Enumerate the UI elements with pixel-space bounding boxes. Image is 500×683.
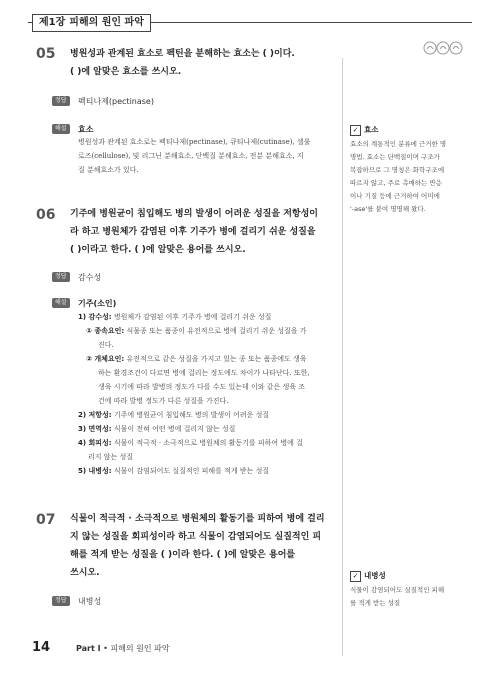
explanation-body (78, 135, 340, 177)
answer-tag: 정답 (52, 596, 70, 606)
side-note-body: 식물이 감염되어도 실질적인 피해 를 적게 받는 성질 (350, 586, 445, 607)
explanation-item: 리지 않는 성질 (88, 453, 134, 461)
explanation-line: 병원성과 관계된 효소로는 펙티나제(pectinase), 큐티나제(cutinase), 셀룰 (78, 138, 311, 146)
side-column-rule (342, 58, 343, 656)
explanation-item: 진다. (98, 341, 114, 349)
explanation-item: 4) 회피성: 식물이 적극적 · 소극적으로 병원체의 활동기를 피하여 병에 걸 (78, 439, 303, 447)
chapter-title: 피해의 원인 파악 (69, 17, 144, 28)
check-icon: ✓ (350, 571, 361, 582)
explanation-item: 3) 면역성: 식물이 전혀 어떤 병에 걸리지 않는 성질 (78, 425, 236, 433)
explanation-item: 하는 환경조건이 다르면 병에 걸리는 정도에도 차이가 나타난다. 또한, (98, 369, 310, 377)
answer-text: 내병성 (78, 597, 102, 606)
explanation-list (78, 310, 340, 478)
chapter-number: 제1장 (39, 17, 66, 28)
question-number: 07 (36, 512, 56, 528)
answer-text: 감수성 (78, 273, 102, 282)
question-line: ( )에 알맞은 효소를 쓰시오. (70, 67, 182, 77)
side-note-title: ✓ 내병성 (350, 570, 386, 582)
question-text (70, 205, 338, 259)
explanation-item: 생육 시기에 따라 발병의 정도가 다를 수도 있는데 이와 같은 생육 조 (98, 383, 306, 391)
question-text (70, 45, 338, 81)
question-line: 쓰시오. (70, 568, 100, 578)
explanation-item: 건에 따라 발병 정도가 다른 성질을 가진다. (98, 397, 229, 405)
check-icon: ✓ (350, 125, 361, 136)
question-line: 지 않는 성질을 회피성이라 하고 식물이 감염되어도 실질적인 피 (70, 532, 322, 542)
explanation-tag: 해설 (52, 298, 70, 308)
decorative-leaves-icon (423, 40, 463, 56)
explanation-item: ② 개체요인: 유전적으로 같은 성질을 가지고 있는 종 또는 품종에도 생육 (86, 355, 307, 363)
explanation-line: 질 분해효소가 있다. (78, 166, 139, 174)
question-line: 식물이 적극적 · 소극적으로 병원체의 활동기를 피하여 병에 걸리 (70, 514, 325, 524)
answer-tag: 정답 (52, 96, 70, 106)
explanation-item: 5) 내병성: 식물이 감염되어도 실질적인 피해를 적게 받는 성질 (78, 467, 270, 475)
answer-text: 펙티나제(pectinase) (78, 97, 154, 106)
question-number: 06 (36, 207, 56, 223)
footer-running-title: Part I • 피해의 원인 파악 (76, 644, 170, 653)
question-line: 해를 적게 받는 성질을 ( )이라 한다. ( )에 알맞은 용어를 (70, 550, 296, 560)
explanation-item: 2) 저항성: 기주에 병원균이 침입해도 병의 발생이 어려운 성질 (78, 411, 270, 419)
explanation-tag: 해설 (52, 124, 70, 134)
chapter-tab (32, 14, 151, 32)
question-line: ( )이라고 한다. ( )에 알맞은 용어를 쓰시오. (70, 245, 246, 255)
question-number: 05 (36, 46, 56, 62)
page-number: 14 (32, 640, 51, 655)
side-note-body: 효소의 계통적인 분류에 근거한 명 명법. 효소는 단백질이며 구조가 복잡하므로 그 명칭은 화학구조에 따르지 않고, 주로 촉매하는 반응 이나 기질 등에 근거하여 어미에 '-ase'를 붙여 명명해 왔다. (350, 140, 447, 213)
explanation-title: 기주(소인) (78, 299, 117, 308)
explanation-line: 로즈(cellulose), 및 리그닌 분해효소, 단백질 분해효소, 전분 분해효소, 지 (78, 152, 304, 160)
explanation-item: ① 종속요인: 식물종 또는 품종이 유전적으로 병에 걸리기 쉬운 성질을 가 (86, 327, 307, 335)
answer-tag: 정답 (52, 272, 70, 282)
question-text (70, 510, 338, 582)
side-note-title: ✓ 효소 (350, 124, 379, 136)
question-line: 라 하고 병원체가 감염된 이후 기주가 병에 걸리기 쉬운 성질을 (70, 227, 316, 237)
explanation-title: 효소 (78, 125, 94, 134)
question-line: 기주에 병원균이 침입해도 병의 발생이 어려운 성질을 저항성이 (70, 209, 318, 219)
explanation-item: 1) 감수성: 병원체가 감염된 이후 기주가 병에 걸리기 쉬운 성질 (78, 313, 272, 321)
question-line: 병원성과 관계된 효소로 펙틴을 분해하는 효소는 ( )이다. (70, 49, 295, 59)
